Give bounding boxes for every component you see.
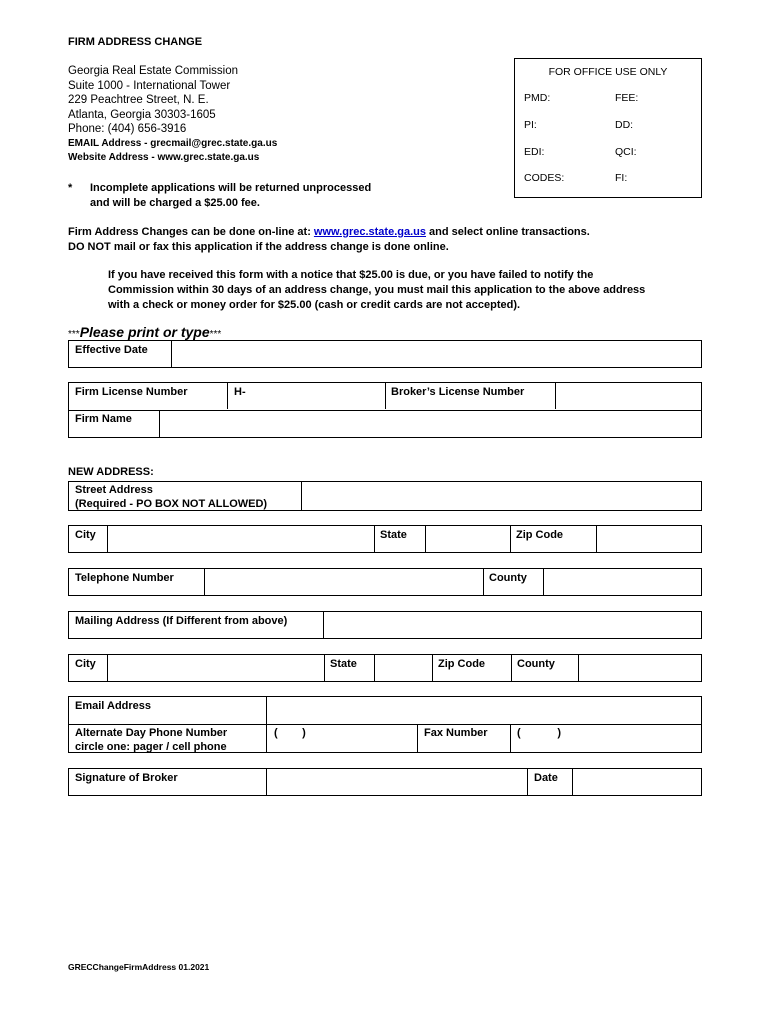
office-codes: CODES: xyxy=(524,172,565,184)
fax-number-label: Fax Number xyxy=(424,727,488,739)
alt-phone-input[interactable]: ( ) xyxy=(274,727,306,739)
mailing-city-input[interactable] xyxy=(108,655,324,681)
city-state-zip-row xyxy=(68,525,702,553)
mailing-address-label: Mailing Address (If Different from above) xyxy=(75,615,288,627)
zip-code-input[interactable] xyxy=(597,526,701,552)
alt-phone-sub-label: circle one: pager / cell phone xyxy=(75,741,227,753)
firm-license-prefix: H- xyxy=(234,386,246,398)
street-address-input[interactable] xyxy=(302,482,701,510)
street-address-row xyxy=(68,481,702,511)
mailing-state-input[interactable] xyxy=(375,655,432,681)
office-fi: FI: xyxy=(615,172,628,184)
notice-line-2: and will be charged a $25.00 fee. xyxy=(90,197,260,209)
brokers-license-number-label: Broker’s License Number xyxy=(391,386,525,398)
signature-input[interactable] xyxy=(267,769,527,795)
office-edi: EDI: xyxy=(524,146,545,158)
office-qci: QCI: xyxy=(615,146,637,158)
commission-phone: Phone: (404) 656-3916 xyxy=(68,123,187,135)
mailing-state-label: State xyxy=(330,658,357,670)
firm-name-input[interactable] xyxy=(160,411,701,437)
online-line-2: DO NOT mail or fax this application if the address change is done online. xyxy=(68,241,449,253)
telephone-number-label: Telephone Number xyxy=(75,572,174,584)
mailing-city-label: City xyxy=(75,658,96,670)
state-label: State xyxy=(380,529,407,541)
fee-notice-line-1: If you have received this form with a notice that $25.00 is due, or you have failed to notify the xyxy=(108,269,594,281)
commission-website: Website Address - www.grec.state.ga.us xyxy=(68,152,260,163)
telephone-number-input[interactable] xyxy=(205,569,483,595)
telephone-county-row xyxy=(68,568,702,596)
firm-license-block xyxy=(68,382,702,438)
signature-row xyxy=(68,768,702,796)
street-address-label: Street Address xyxy=(75,484,153,496)
office-pi: PI: xyxy=(524,119,537,131)
mailing-city-row xyxy=(68,654,702,682)
commission-email: EMAIL Address - grecmail@grec.state.ga.us xyxy=(68,137,278,149)
date-label: Date xyxy=(534,772,558,784)
new-address-heading: NEW ADDRESS: xyxy=(68,466,154,478)
brokers-license-number-input[interactable] xyxy=(556,383,701,410)
firm-license-number-input[interactable] xyxy=(249,383,385,410)
mailing-address-input[interactable] xyxy=(324,612,701,638)
print-stars-left: *** xyxy=(68,329,80,340)
firm-name-label: Firm Name xyxy=(75,413,132,425)
form-footer-code: GRECChangeFirmAddress 01.2021 xyxy=(68,962,210,972)
office-use-box xyxy=(514,58,702,198)
effective-date-row xyxy=(68,340,702,368)
contact-block xyxy=(68,696,702,753)
zip-code-label: Zip Code xyxy=(516,529,564,541)
signature-label: Signature of Broker xyxy=(75,772,178,784)
mailing-county-input[interactable] xyxy=(579,655,701,681)
mailing-zip-code-label: Zip Code xyxy=(438,658,486,670)
city-label: City xyxy=(75,529,96,541)
form-title: FIRM ADDRESS CHANGE xyxy=(68,36,203,48)
office-dd: DD: xyxy=(615,119,634,131)
notice-star: * xyxy=(68,182,73,194)
effective-date-input[interactable] xyxy=(172,341,701,367)
office-use-title: FOR OFFICE USE ONLY xyxy=(548,66,668,78)
email-address-label: Email Address xyxy=(75,700,152,712)
street-address-required: (Required - PO BOX NOT ALLOWED) xyxy=(75,498,268,510)
commission-address-block xyxy=(68,64,277,166)
office-fee: FEE: xyxy=(615,92,639,104)
mailing-county-label: County xyxy=(517,658,555,670)
firm-license-number-label: Firm License Number xyxy=(75,386,188,398)
mailing-address-row xyxy=(68,611,702,639)
office-pmd: PMD: xyxy=(524,92,551,104)
print-instruction-text: Please print or type xyxy=(79,324,210,340)
effective-date-label: Effective Date xyxy=(75,344,148,356)
grec-website-link[interactable]: www.grec.state.ga.us xyxy=(313,226,426,238)
fee-notice-line-3: with a check or money order for $25.00 (cash or credit cards are not accepted). xyxy=(108,299,521,311)
fax-number-input[interactable]: ( ) xyxy=(517,727,561,739)
state-input[interactable] xyxy=(426,526,510,552)
online-suffix: and select online transactions. xyxy=(426,226,590,238)
county-label: County xyxy=(489,572,527,584)
fee-notice xyxy=(108,268,645,313)
commission-city: Atlanta, Georgia 30303-1605 xyxy=(68,108,216,121)
print-stars-right: *** xyxy=(209,329,222,340)
city-input[interactable] xyxy=(108,526,374,552)
commission-street: 229 Peachtree Street, N. E. xyxy=(68,94,209,106)
commission-suite: Suite 1000 - International Tower xyxy=(68,79,231,92)
county-input[interactable] xyxy=(544,569,701,595)
notice-line-1: Incomplete applications will be returned unprocessed xyxy=(90,182,372,194)
fee-notice-line-2: Commission within 30 days of an address change, you must mail this application to the above address xyxy=(108,284,646,296)
commission-name: Georgia Real Estate Commission xyxy=(68,65,239,77)
online-notice xyxy=(68,225,590,255)
print-instruction xyxy=(68,324,221,340)
date-input[interactable] xyxy=(573,769,701,795)
alt-phone-label: Alternate Day Phone Number xyxy=(75,727,228,739)
online-prefix: Firm Address Changes can be done on-line at: xyxy=(68,226,314,238)
email-address-input[interactable] xyxy=(267,697,701,724)
